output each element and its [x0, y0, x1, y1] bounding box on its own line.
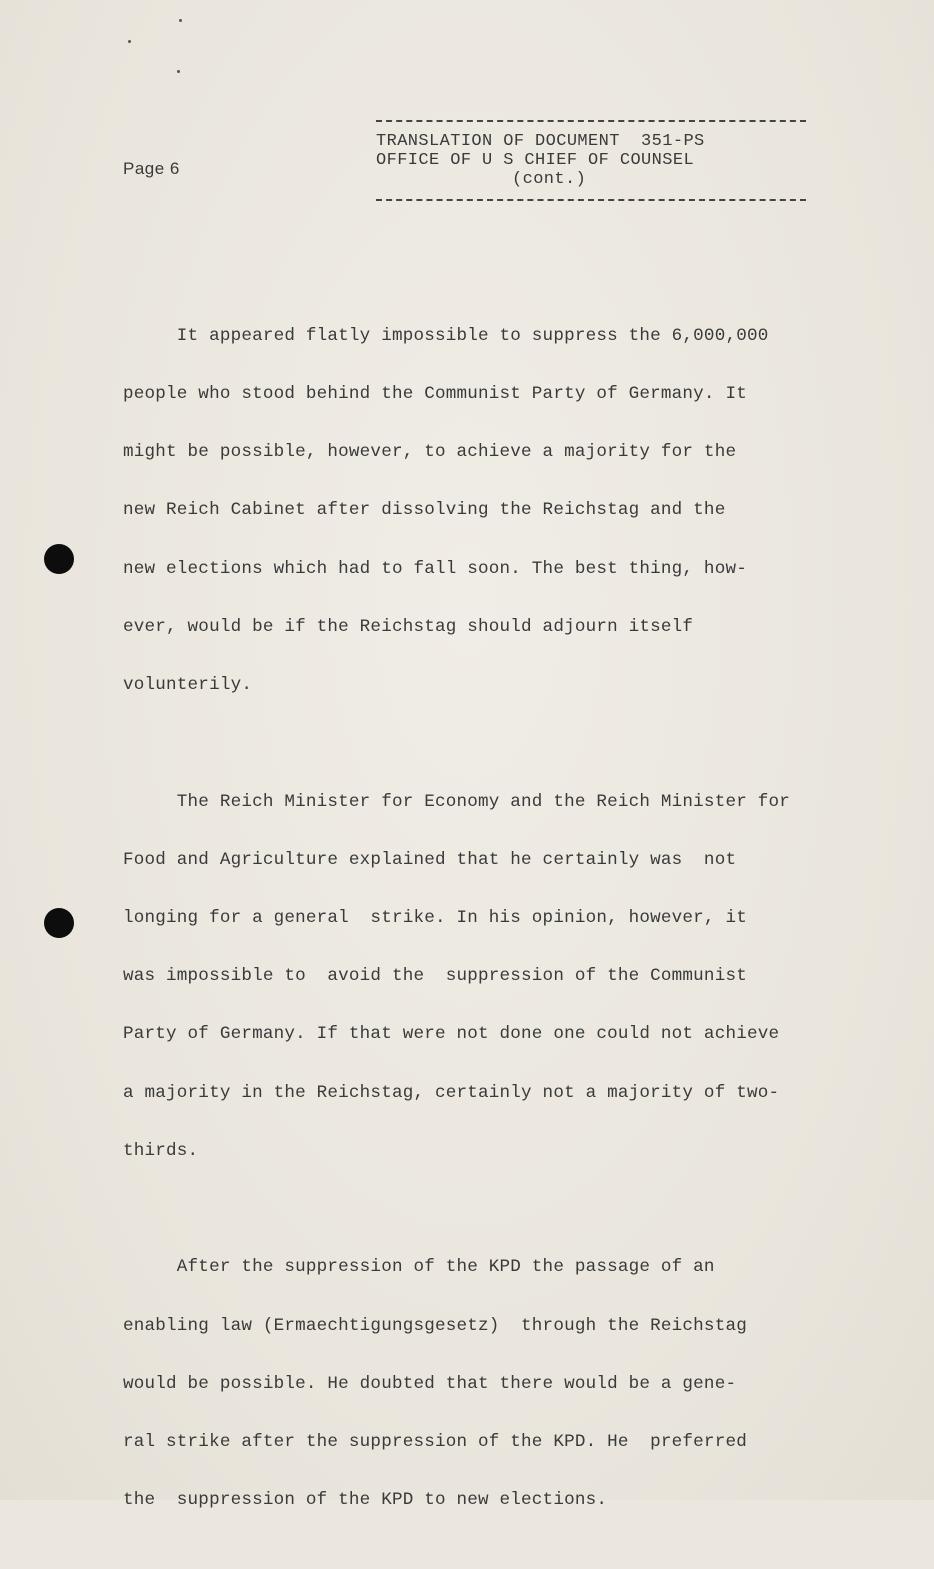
paragraph-1 — [123, 288, 863, 734]
text-line: enabling law (Ermaechtigungsgesetz) through the Reichstag — [123, 1315, 747, 1336]
text-line: ral strike after the suppression of the KPD. He preferred — [123, 1431, 747, 1452]
text-line: was impossible to avoid the suppression of the Communist — [123, 966, 747, 987]
text-line: people who stood behind the Communist Party of Germany. It — [123, 384, 747, 405]
header-bottom-rule — [376, 199, 806, 201]
text-line: might be possible, however, to achieve a majority for the — [123, 442, 737, 463]
text-line: ever, would be if the Reichstag should adjourn itself — [123, 616, 694, 637]
paragraph-2 — [123, 754, 863, 1200]
text-line: The Reich Minister for Economy and the Reich Minister for — [123, 791, 790, 812]
text-line: new Reich Cabinet after dissolving the Reichstag and the — [123, 500, 726, 521]
paper-speck — [128, 40, 131, 43]
document-header — [376, 120, 806, 201]
header-top-rule — [376, 120, 806, 122]
text-line: Food and Agriculture explained that he certainly was not — [123, 849, 737, 870]
punch-hole-icon — [44, 544, 74, 574]
punch-hole-icon — [44, 908, 74, 938]
text-line: thirds. — [123, 1140, 199, 1161]
text-line: the suppression of the KPD to new elections. — [123, 1490, 608, 1511]
text-line: new elections which had to fall soon. The best thing, how- — [123, 558, 747, 579]
text-line: volunterily. — [123, 675, 253, 696]
paper-speck — [177, 70, 180, 73]
header-office: OFFICE OF U S CHIEF OF COUNSEL — [376, 151, 695, 170]
document-body — [123, 288, 863, 1569]
text-line: would be possible. He doubted that there would be a gene- — [123, 1373, 737, 1394]
header-continued: (cont.) — [512, 170, 587, 189]
text-line: It appeared flatly impossible to suppress the 6,000,000 — [123, 325, 769, 346]
text-line: Party of Germany. If that were not done one could not achieve — [123, 1024, 780, 1045]
paper-speck — [179, 19, 182, 22]
text-line: a majority in the Reichstag, certainly not a majority of two- — [123, 1082, 780, 1103]
page-number: Page 6 — [123, 159, 180, 178]
header-title: TRANSLATION OF DOCUMENT 351-PS — [376, 132, 705, 151]
text-line: After the suppression of the KPD the passage of an — [123, 1257, 715, 1278]
text-line: longing for a general strike. In his opinion, however, it — [123, 907, 747, 928]
